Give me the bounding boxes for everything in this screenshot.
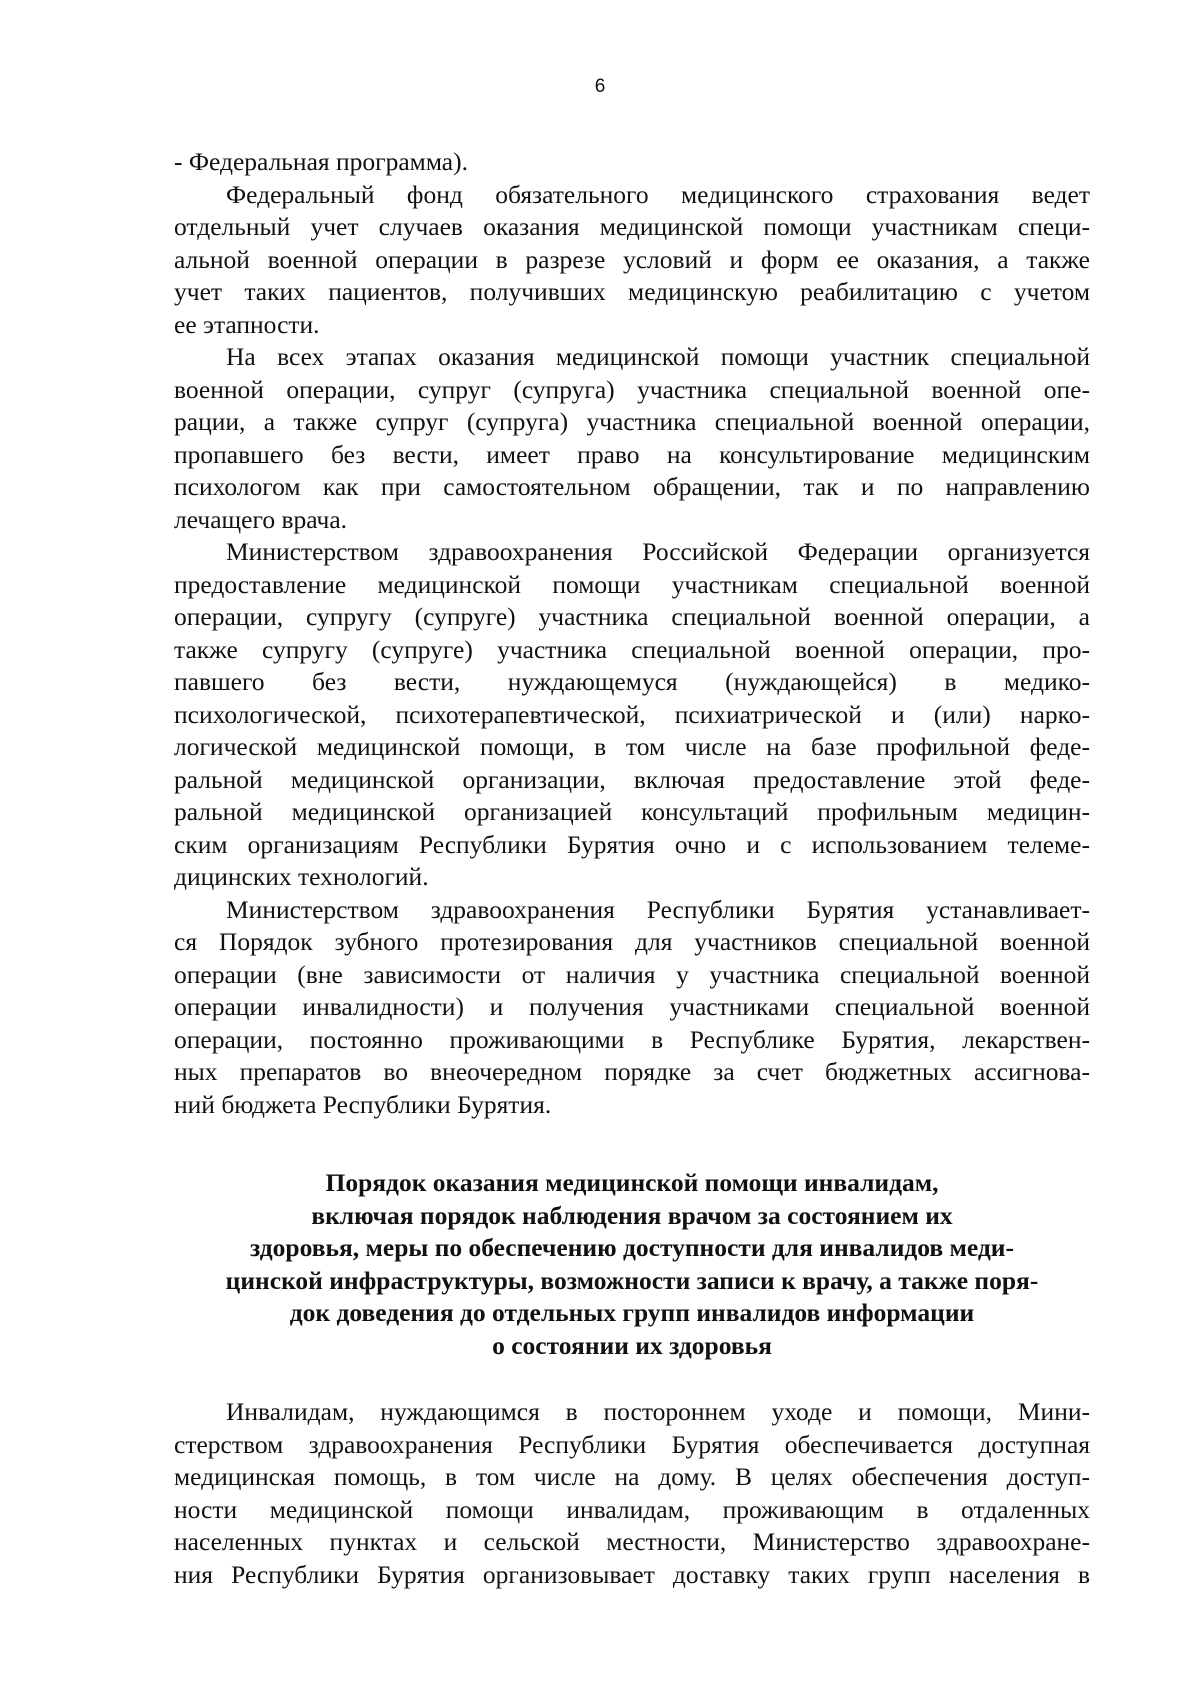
heading-line: док доведения до отдельных групп инвалидов информации — [289, 1298, 975, 1327]
text-line: учет таких пациентов, получивших медицинскую реабилитацию с учетом — [174, 277, 1090, 306]
heading-line: Порядок оказания медицинской помощи инвалидам, — [325, 1168, 939, 1197]
text-line: операции, постоянно проживающими в Республике Бурятия, лекарствен- — [174, 1024, 1090, 1054]
text-line: отдельный учет случаев оказания медицинской помощи участникам специ- — [174, 212, 1090, 241]
text-line: рации, а также супруг (супруга) участника специальной военной операции, — [174, 407, 1090, 436]
heading-line: здоровья, меры по обеспечению доступности для инвалидов меди- — [250, 1233, 1014, 1262]
text-line: Министерством здравоохранения Республики Бурятия устанавливает- — [226, 894, 1090, 924]
text-line: предоставление медицинской помощи участникам специальной военной — [174, 569, 1090, 599]
section-body-text — [174, 1396, 1090, 1591]
text-line: ее этапности. — [174, 309, 320, 339]
text-line: На всех этапах оказания медицинской помощи участник специальной — [226, 342, 1090, 371]
text-line: Министерством здравоохранения Российской Федерации организуется — [226, 537, 1090, 566]
heading-line: цинской инфраструктуры, возможности записи к врачу, а также поря- — [225, 1265, 1039, 1295]
text-line: стерством здравоохранения Республики Бурятия обеспечивается доступная — [174, 1429, 1090, 1459]
text-line: дицинских технологий. — [174, 862, 429, 891]
text-line: психологической, психотерапевтической, психиатрической и (или) нарко- — [174, 699, 1090, 729]
body-text — [174, 146, 1090, 1121]
text-line: населенных пунктах и сельской местности, Министерство здравоохране- — [174, 1527, 1090, 1556]
text-line: также супругу (супруге) участника специальной военной операции, про- — [174, 634, 1090, 664]
text-line: ния Республики Бурятия организовывает доставку таких групп населения в — [174, 1559, 1090, 1589]
heading-line: о состоянии их здоровья — [492, 1330, 772, 1360]
text-line: Инвалидам, нуждающимся в постороннем уходе и помощи, Мини- — [226, 1397, 1090, 1426]
text-line: логической медицинской помощи, в том числе на базе профильной феде- — [174, 732, 1090, 761]
text-line: пропавшего без вести, имеет право на консультирование медицинским — [174, 439, 1090, 469]
text-line: операции, супругу (супруге) участника специальной военной операции, а — [174, 602, 1090, 631]
text-line: ральной медицинской организации, включая предоставление этой феде- — [174, 764, 1090, 794]
text-line: лечащего врача. — [174, 504, 348, 534]
text-line: операции инвалидности) и получения участниками специальной военной — [174, 992, 1090, 1021]
text-line: альной военной операции в разрезе условий и форм ее оказания, а также — [174, 244, 1090, 274]
text-line: ний бюджета Республики Бурятия. — [174, 1089, 552, 1119]
text-line: Федеральный фонд обязательного медицинского страхования ведет — [226, 179, 1090, 209]
page-number: 6 — [594, 76, 606, 97]
text-line: ральной медицинской организацией консультаций профильным медицин- — [174, 797, 1090, 826]
text-line: - Федеральная программа). — [174, 147, 468, 176]
text-line: ности медицинской помощи инвалидам, проживающим в отдаленных — [174, 1494, 1090, 1524]
text-line: операции (вне зависимости от наличия у участника специальной военной — [174, 959, 1090, 989]
text-line: ся Порядок зубного протезирования для участников специальной военной — [174, 927, 1090, 956]
text-line: ским организациям Республики Бурятия очно и с использованием телеме- — [174, 829, 1090, 859]
section-heading — [174, 1167, 1090, 1362]
text-line: военной операции, супруг (супруга) участника специальной военной опе- — [174, 374, 1090, 404]
text-line: психологом как при самостоятельном обращении, так и по направлению — [174, 472, 1090, 501]
text-line: павшего без вести, нуждающемуся (нуждающейся) в медико- — [174, 667, 1090, 696]
heading-line: включая порядок наблюдения врачом за состоянием их — [311, 1200, 953, 1230]
text-line: медицинская помощь, в том числе на дому. В целях обеспечения доступ- — [174, 1462, 1090, 1491]
text-line: ных препаратов во внеочередном порядке за счет бюджетных ассигнова- — [174, 1057, 1090, 1086]
